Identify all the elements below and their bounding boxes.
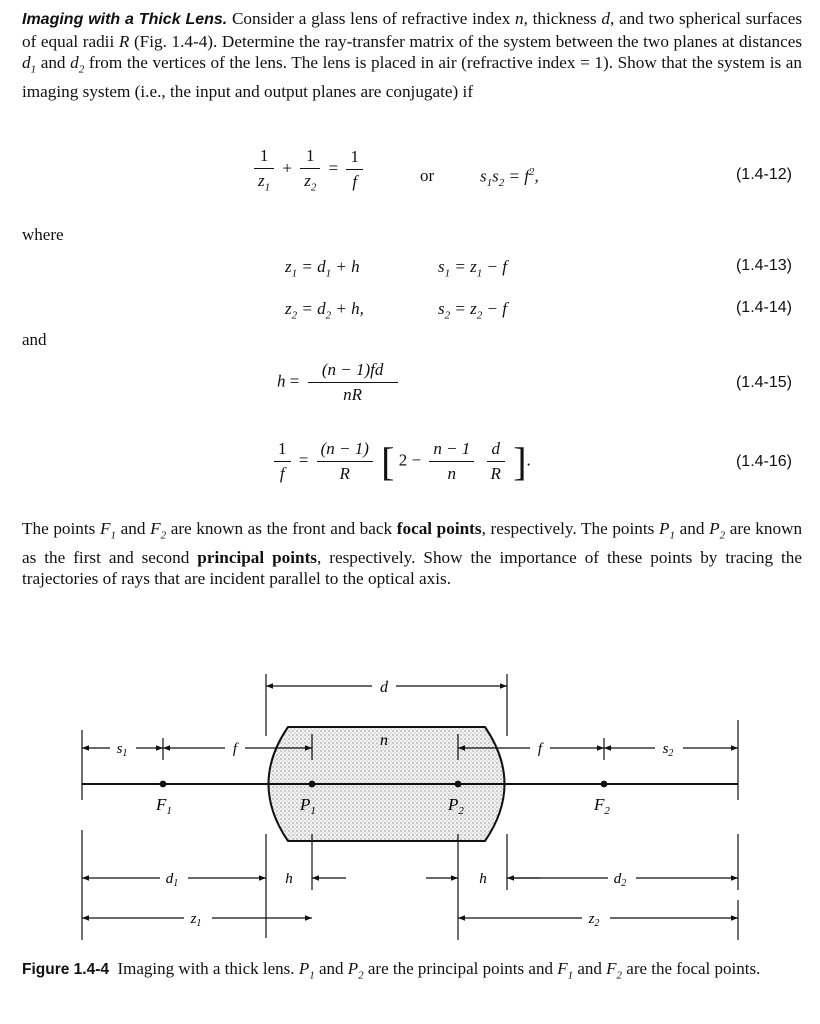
intro-text-3: , and two spherical surfaces of equal radii — [22, 9, 803, 51]
frac-n-minus-1-over-n: $\frac{n - 1}{n}$ — [429, 439, 474, 484]
equation-1-4-13-lhs: $z_1 = d_1 + h$ — [285, 257, 360, 280]
label-n: n — [380, 732, 388, 749]
focal-points-paragraph: The points $F_1$ and $F_2$ are known as the front and back focal points, respectively. The points $P_1$ and $P_2$ are known as the first and second principal points, respectively. Show the importance of these points by tracing the trajectories of rays that are incident parallel to the optical axis. — [22, 519, 803, 589]
var-n: n — [515, 9, 524, 28]
label-P1: $P_1$ — [300, 795, 316, 817]
figure-label: Figure 1.4-4 — [22, 961, 109, 978]
var-d: d — [601, 9, 610, 28]
problem-statement — [22, 8, 802, 102]
intro-text-4: (Fig. 1.4-4). Determine the ray-transfer matrix of the system between the two planes at distances — [133, 31, 803, 51]
point-P2 — [455, 781, 462, 788]
eq-number-1-4-15: (1.4-15) — [735, 374, 792, 391]
point-F2 — [601, 781, 608, 788]
label-s1: $s_1$ — [116, 741, 128, 759]
eq-number-1-4-14: (1.4-14) — [735, 299, 792, 316]
equation-1-4-14-rhs: $s_2 = z_2 - f$ — [438, 299, 507, 322]
label-f-right: f — [537, 741, 543, 757]
equation-1-4-16: $\frac{1}{f}$ = $\frac{(n - 1)}{R}$ [ 2 − $\frac{n - 1}{n}$ $\frac{d}{R}$ ]. — [270, 438, 531, 485]
eq-number-1-4-12: (1.4-12) — [735, 166, 792, 183]
intro-text-5: and — [40, 53, 66, 72]
where-label: where — [22, 225, 64, 244]
var-R: R — [118, 31, 130, 51]
equation-1-4-13-rhs: $s_1 = z_1 - f$ — [438, 257, 507, 280]
frac-1-over-z2: $\frac{1}{z_2}$ — [300, 146, 320, 193]
label-z2: $z_2$ — [588, 911, 600, 929]
label-f-left: f — [232, 741, 238, 757]
label-F2: $F_2$ — [594, 795, 610, 817]
eq12-s1s2: $s_1s_2 = f^2$, — [480, 166, 539, 190]
and-label: and — [22, 330, 47, 349]
point-P1 — [309, 781, 316, 788]
frac-1-over-f-16: $\frac{1}{f}$ — [274, 439, 291, 484]
focal-points-term: focal points — [396, 519, 482, 538]
label-z1: $z_1$ — [190, 911, 202, 929]
label-h-left: h — [285, 871, 293, 887]
problem-heading: Imaging with a Thick Lens. — [22, 11, 228, 28]
eq-number-1-4-13: (1.4-13) — [735, 257, 792, 274]
eq12-or: or — [420, 166, 435, 185]
var-d2: $d_2$ — [70, 53, 85, 76]
thick-lens-figure — [0, 650, 820, 950]
figure-caption: Figure 1.4-4 Imaging with a thick lens. $P_1$ and $P_2$ are the principal points and $F_1$ and $F_2$ are the focal points. — [22, 959, 761, 982]
equation-1-4-14-lhs: $z_2 = d_2 + h$, — [285, 299, 364, 322]
frac-1-over-f: $\frac{1}{f}$ — [346, 147, 363, 192]
intro-text-2: , thickness — [523, 9, 597, 28]
equation-1-4-15: h = $\frac{(n - 1)fd}{nR}$ — [277, 360, 402, 405]
var-d1: $d_1$ — [22, 53, 37, 76]
point-F1 — [160, 781, 167, 788]
frac-1-over-z1: $\frac{1}{z_1}$ — [254, 146, 274, 193]
label-P2: $P_2$ — [448, 795, 464, 817]
intro-text-6: from the vertices of the lens. The lens is placed in air (refractive index = 1). Show that the system is an imaging system (i.e., the input and output planes are conjugate) if — [22, 53, 803, 101]
frac-n-minus-1-over-R: $\frac{(n - 1)}{R}$ — [317, 439, 373, 484]
intro-text-1: Consider a glass lens of refractive index — [231, 9, 511, 28]
equation-1-4-12: $\frac{1}{z_1}$ + $\frac{1}{z_2}$ = $\frac{1}{f}$ — [250, 146, 367, 193]
label-F1: $F_1$ — [156, 795, 172, 817]
frac-h: $\frac{(n - 1)fd}{nR}$ — [308, 360, 398, 405]
principal-points-term: principal points — [197, 547, 317, 567]
frac-d-over-R: $\frac{d}{R}$ — [487, 439, 505, 484]
label-d: d — [380, 679, 388, 696]
label-d2: $d_2$ — [613, 871, 627, 889]
label-d1: $d_1$ — [165, 871, 179, 889]
eq-number-1-4-16: (1.4-16) — [735, 453, 792, 470]
label-h-right: h — [479, 871, 487, 887]
label-s2: $s_2$ — [662, 741, 674, 759]
